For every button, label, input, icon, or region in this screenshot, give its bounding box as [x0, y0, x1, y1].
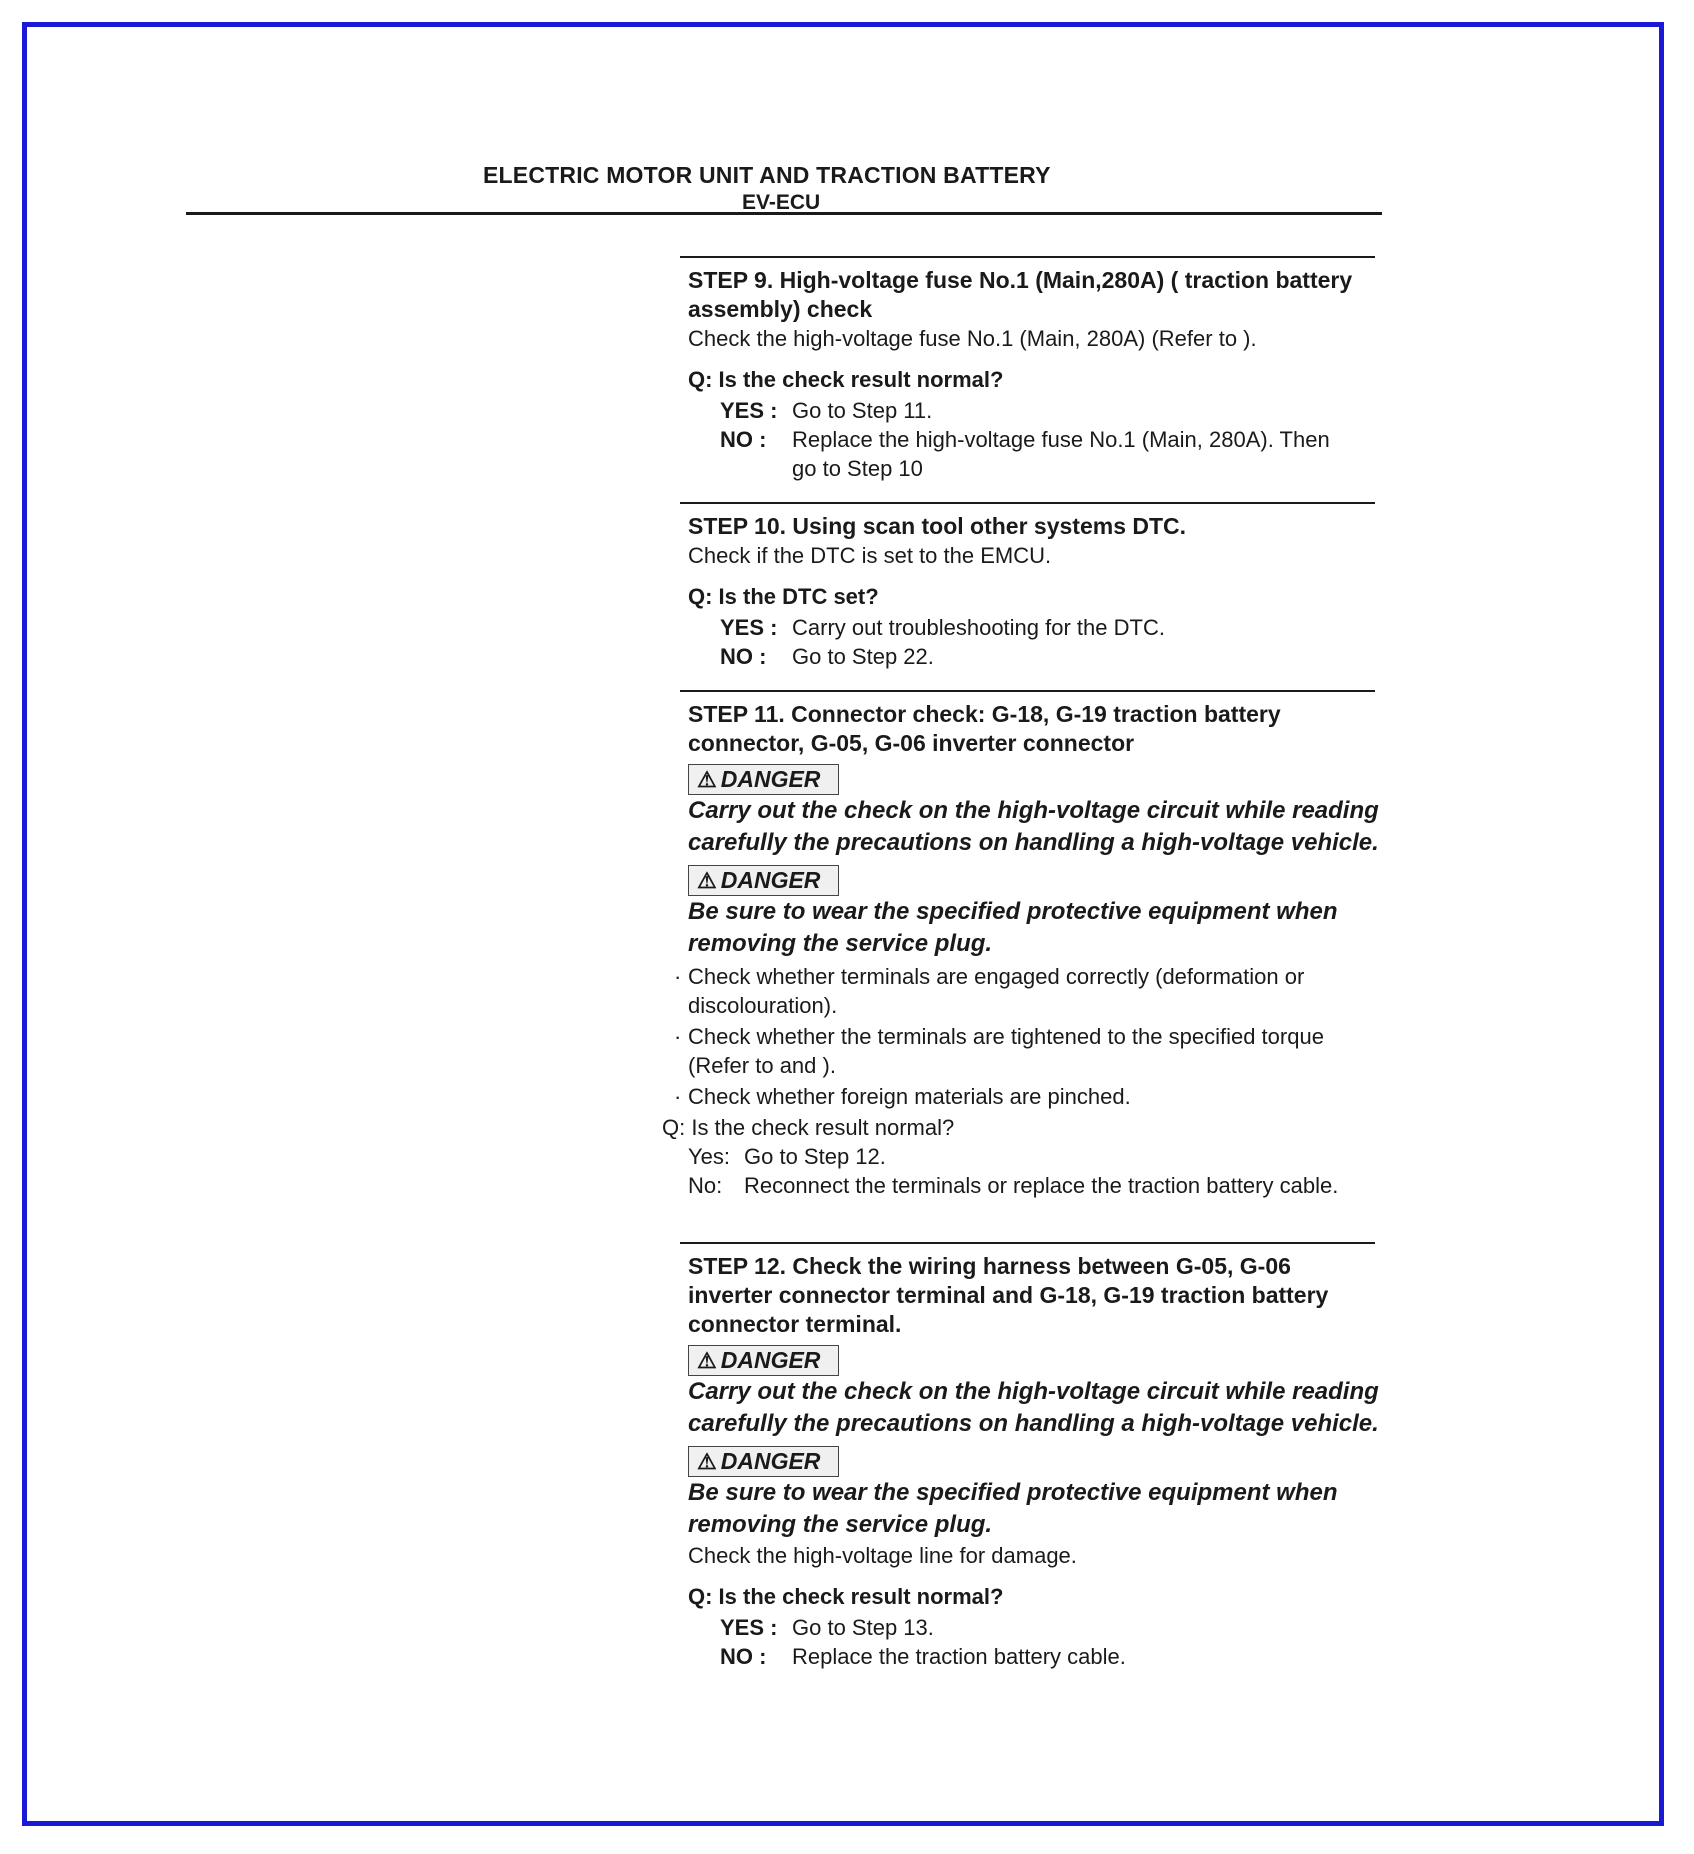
answer-no-text: Replace the high-voltage fuse No.1 (Main, 280A). Then go to Step 10 [792, 427, 1330, 481]
step-question: Q: Is the check result normal? [688, 1584, 1004, 1609]
answer-yes [720, 396, 1420, 425]
answer-yes-key: YES : [720, 615, 778, 640]
answer-no [720, 1642, 1420, 1671]
header-rule [186, 212, 1382, 215]
answer-no [688, 1171, 1420, 1200]
danger-label: ⚠ DANGER [688, 1446, 839, 1477]
list-item: · Check whether the terminals are tightened to the specified torque (Refer to and ). [674, 1024, 1324, 1078]
warning-triangle-icon: ⚠ [697, 767, 717, 792]
list-item: · Check whether foreign materials are pinched. [674, 1084, 1131, 1109]
step-body: Check the high-voltage fuse No.1 (Main, 280A) (Refer to ). [688, 326, 1257, 351]
step-rule [680, 256, 1375, 258]
warning-triangle-icon: ⚠ [697, 1449, 717, 1474]
answer-no-key: NO : [720, 644, 767, 669]
answer-no [720, 642, 1420, 671]
answer-no-text: Reconnect the terminals or replace the traction battery cable. [744, 1173, 1339, 1198]
step-question: Q: Is the DTC set? [688, 584, 879, 609]
step-9 [680, 256, 1420, 483]
answer-yes-text: Go to Step 11. [792, 398, 933, 423]
step-body: Check if the DTC is set to the EMCU. [688, 543, 1052, 568]
answer-yes [720, 1613, 1420, 1642]
warning-triangle-icon: ⚠ [697, 868, 717, 893]
danger-text: Be sure to wear the specified protective equipment when removing the service plug. [688, 898, 1338, 957]
answer-yes-key: YES : [720, 398, 778, 423]
answer-yes-key: YES : [720, 1615, 778, 1640]
step-question: Q: Is the check result normal? [662, 1115, 955, 1140]
step-11 [662, 690, 1420, 1200]
warning-triangle-icon: ⚠ [697, 1348, 717, 1373]
step-10 [680, 502, 1420, 671]
step-title: STEP 9. High-voltage fuse No.1 (Main,280A) ( traction battery assembly) check [688, 267, 1353, 322]
list-item: · Check whether terminals are engaged correctly (deformation or discolouration). [674, 964, 1305, 1018]
step-rule [680, 1242, 1375, 1244]
danger-text: Carry out the check on the high-voltage circuit while reading carefully the precautions on handling a high-voltage vehicle. [688, 797, 1379, 856]
answer-yes-text: Carry out troubleshooting for the DTC. [792, 615, 1165, 640]
step-rule [680, 502, 1375, 504]
answer-no-key: No: [688, 1173, 723, 1198]
answer-yes [688, 1142, 1420, 1171]
answer-yes-key: Yes: [688, 1144, 731, 1169]
section-title: ELECTRIC MOTOR UNIT AND TRACTION BATTERY [483, 162, 1051, 188]
danger-text: Carry out the check on the high-voltage circuit while reading carefully the precautions on handling a high-voltage vehicle. [688, 1378, 1379, 1437]
step-question: Q: Is the check result normal? [688, 367, 1004, 392]
answer-yes-text: Go to Step 13. [792, 1615, 934, 1640]
check-list [674, 962, 1420, 1111]
step-rule [680, 690, 1375, 692]
answer-no-key: NO : [720, 427, 767, 452]
step-title: STEP 11. Connector check: G-18, G-19 traction battery connector, G-05, G-06 inverter connector [688, 701, 1281, 756]
step-body: Check the high-voltage line for damage. [688, 1543, 1077, 1568]
answer-no-text: Go to Step 22. [792, 644, 934, 669]
step-title: STEP 12. Check the wiring harness between G-05, G-06 inverter connector terminal and G-18, G-19 traction battery connector terminal. [688, 1253, 1329, 1337]
danger-text: Be sure to wear the specified protective equipment when removing the service plug. [688, 1479, 1338, 1538]
danger-label: ⚠ DANGER [688, 1345, 839, 1376]
section-subtitle: EV-ECU [742, 191, 821, 214]
danger-label: ⚠ DANGER [688, 865, 839, 896]
step-title: STEP 10. Using scan tool other systems DTC. [688, 513, 1187, 539]
answer-yes [720, 613, 1420, 642]
danger-label: ⚠ DANGER [688, 764, 839, 795]
answer-yes-text: Go to Step 12. [744, 1144, 886, 1169]
answer-no-key: NO : [720, 1644, 767, 1669]
step-12 [680, 1242, 1420, 1671]
answer-no [720, 425, 1420, 483]
answer-no-text: Replace the traction battery cable. [792, 1644, 1126, 1669]
